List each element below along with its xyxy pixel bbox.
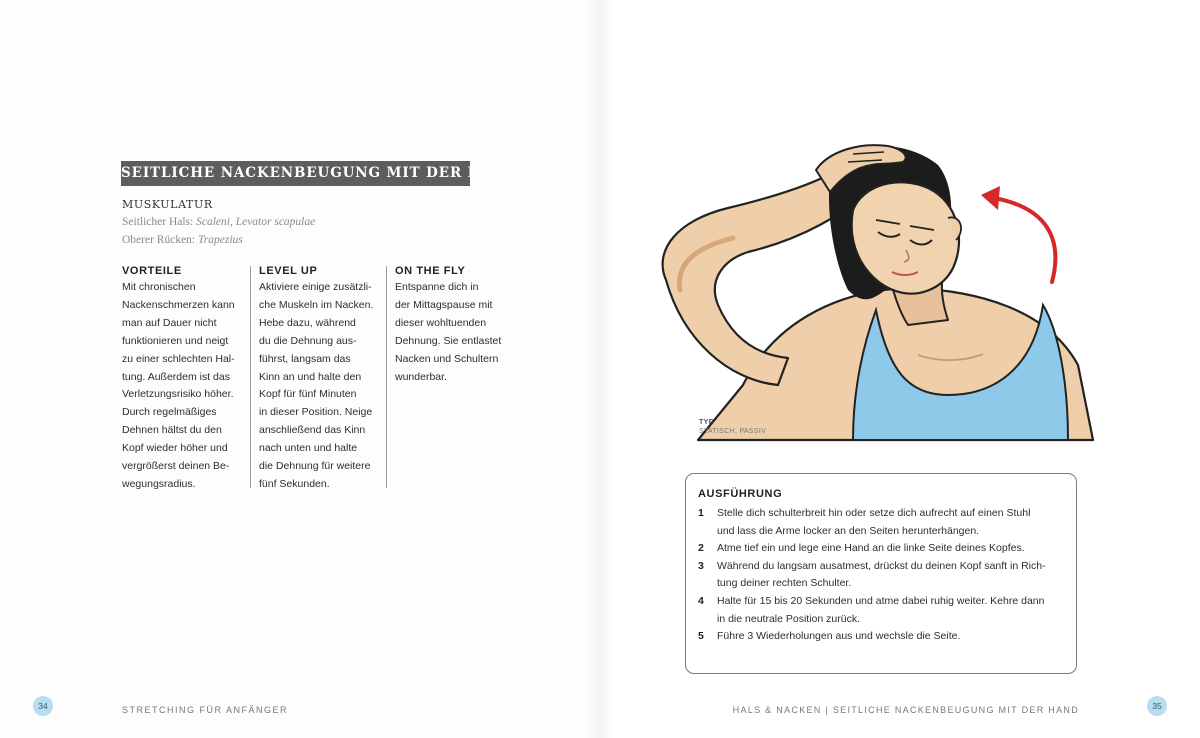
instructions-list	[698, 505, 1068, 646]
muscle-line-neck	[122, 216, 315, 228]
exercise-title: SEITLICHE NACKENBEUGUNG MIT DER HAND	[121, 161, 470, 186]
column-heading: ON THE FLY	[395, 265, 466, 277]
page-number-left: 34	[33, 696, 53, 716]
column-level-up	[259, 264, 384, 494]
muscle-line-back	[122, 234, 243, 246]
book-gutter	[588, 0, 612, 738]
column-heading: LEVEL UP	[259, 265, 318, 277]
step-text: Atme tief ein und lege eine Hand an die linke Seite deines Kopfes.	[717, 542, 1025, 555]
step-number: 4	[698, 594, 704, 607]
step-number: 1	[698, 507, 704, 519]
muscle-line-label: Seitlicher Hals:	[122, 216, 197, 228]
woman-neck-stretch-illustration	[648, 140, 1098, 445]
step-number: 5	[698, 630, 704, 643]
muscles-heading: MUSKULATUR	[122, 198, 213, 211]
instruction-step	[698, 558, 1068, 593]
type-value: STATISCH, PASSIV	[699, 428, 767, 435]
page-number-right: 35	[1147, 696, 1167, 716]
column-heading: VORTEILE	[122, 265, 182, 277]
step-number: 2	[698, 542, 704, 555]
muscle-line-label: Oberer Rücken:	[122, 234, 198, 246]
step-text: Stelle dich schulterbreit hin oder setze dich aufrecht auf einen Stuhl und lass die Arme locker an den Seiten herunterhängen.	[717, 507, 1031, 537]
instruction-step	[698, 593, 1068, 628]
instructions-heading: AUSFÜHRUNG	[698, 488, 783, 500]
instruction-step	[698, 628, 1068, 646]
step-text: Führe 3 Wiederholungen aus und wechsle die Seite.	[717, 630, 961, 643]
instruction-step	[698, 540, 1068, 558]
column-divider	[250, 266, 251, 488]
instructions-box	[685, 473, 1077, 674]
column-divider	[386, 266, 387, 488]
column-text: Mit chronischen Nackenschmerzen kann man auf Dauer nicht funktionieren und neigt zu einer schlechten Hal- tung. Außerdem ist das Verletzungsrisiko höher. Durch regelmäßiges Dehnen hältst du den Kopf wieder höher und vergrößerst deinen Be- wegungsradius.	[122, 281, 235, 490]
footer-book-title: STRETCHING FÜR ANFÄNGER	[122, 705, 289, 715]
step-text: Während du langsam ausatmest, drückst du deinen Kopf sanft in Rich- tung deiner rechten Schulter.	[717, 559, 1046, 590]
column-text: Aktiviere einige zusätzli- che Muskeln im Nacken. Hebe dazu, während du die Dehnung aus- führst, langsam das Kinn an und halte den Kopf für fünf Minuten in dieser Position. Neige anschließend das Kinn nach unten und halte die Dehnung für weitere fünf Sekunden.	[259, 281, 374, 490]
type-label: TYP	[699, 419, 714, 426]
step-text: Halte für 15 bis 20 Sekunden und atme dabei ruhig weiter. Kehre dann in die neutrale Position zurück.	[717, 594, 1045, 625]
step-number: 3	[698, 559, 704, 572]
instruction-step	[698, 505, 1068, 540]
column-benefits	[122, 264, 242, 494]
footer-section-title: HALS & NACKEN | SEITLICHE NACKENBEUGUNG MIT DER HAND	[732, 705, 1079, 715]
column-text: Entspanne dich in der Mittagspause mit dieser wohltuenden Dehnung. Sie entlastet Nacken und Schultern wunderbar.	[395, 281, 502, 383]
muscle-line-value: Trapezius	[198, 234, 243, 246]
muscle-line-value: Scaleni, Levator scapulae	[196, 216, 316, 228]
column-on-the-fly	[395, 264, 520, 386]
